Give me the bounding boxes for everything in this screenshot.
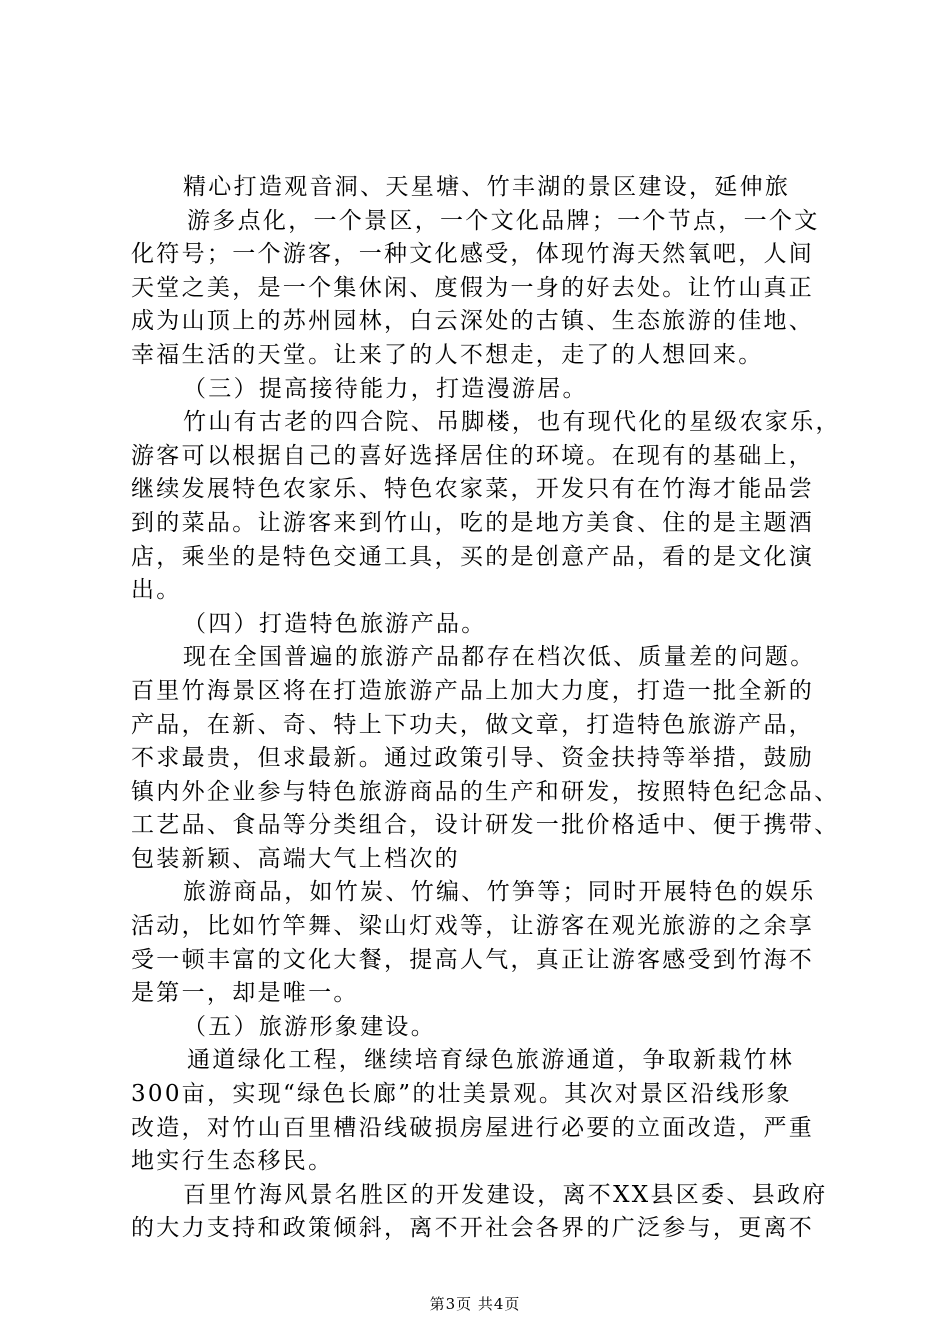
text-line: 改造，对竹山百里槽沿线破损房屋进行必要的立面改造，严重	[131, 1114, 815, 1141]
section-heading: （五）旅游形象建设。	[183, 1013, 436, 1040]
text-line: 游多点化，一个景区，一个文化品牌；一个节点，一个文	[187, 207, 820, 234]
text-line: 旅游商品，如竹炭、竹编、竹笋等；同时开展特色的娱乐	[183, 879, 816, 906]
text-line: 的大力支持和政策倾斜，离不开社会各界的广泛参与，更离不	[131, 1215, 815, 1242]
text-line: 百里竹海风景名胜区的开发建设，离不XX县区委、县政府	[183, 1181, 828, 1208]
text-line: 活动，比如竹竿舞、梁山灯戏等，让游客在观光旅游的之余享	[131, 913, 815, 940]
text-line: 不求最贵，但求最新。通过政策引导、资金扶持等举措，鼓励	[131, 745, 815, 772]
text-line: 产品，在新、奇、特上下功夫，做文章，打造特色旅游产品，	[131, 711, 815, 738]
text-line: 300亩，实现“绿色长廊”的壮美景观。其次对景区沿线形象	[131, 1081, 792, 1108]
page-number-footer: 第3页 共4页	[429, 1295, 521, 1313]
text-line: 包装新颖、高端大气上档次的	[131, 845, 460, 872]
text-line: 化符号；一个游客，一种文化感受，体现竹海天然氧吧，人间	[131, 241, 815, 268]
text-line: 店，乘坐的是特色交通工具，买的是创意产品，看的是文化演	[131, 543, 815, 570]
text-line: 天堂之美，是一个集休闲、度假为一身的好去处。让竹山真正	[131, 274, 815, 301]
text-line: 地实行生态移民。	[131, 1148, 334, 1175]
text-line: 是第一，却是唯一。	[131, 980, 359, 1007]
section-heading: （三）提高接待能力，打造漫游居。	[183, 375, 588, 402]
text-line: 成为山顶上的苏州园林，白云深处的古镇、生态旅游的佳地、	[131, 308, 815, 335]
text-line: 竹山有古老的四合院、吊脚楼，也有现代化的星级农家乐，	[183, 409, 841, 436]
document-body	[131, 171, 841, 1246]
text-line: 继续发展特色农家乐、特色农家菜，开发只有在竹海才能品尝	[131, 476, 815, 503]
section-heading: （四）打造特色旅游产品。	[183, 610, 487, 637]
text-line: 现在全国普遍的旅游产品都存在档次低、质量差的问题。	[183, 644, 816, 671]
text-line: 到的菜品。让游客来到竹山，吃的是地方美食、住的是主题酒	[131, 509, 815, 536]
text-line: 精心打造观音洞、天星塘、竹丰湖的景区建设，延伸旅	[183, 174, 791, 200]
text-line: 游客可以根据自己的喜好选择居住的环境。在现有的基础上，	[131, 442, 815, 469]
text-line: 通道绿化工程，继续培育绿色旅游通道，争取新栽竹林	[187, 1047, 795, 1074]
text-line: 出。	[131, 577, 182, 604]
text-line: 受一顿丰富的文化大餐，提高人气，真正让游客感受到竹海不	[131, 946, 815, 973]
text-line: 幸福生活的天堂。让来了的人不想走，走了的人想回来。	[131, 341, 764, 368]
text-line: 百里竹海景区将在打造旅游产品上加大力度，打造一批全新的	[131, 677, 815, 704]
text-line: 镇内外企业参与特色旅游商品的生产和研发，按照特色纪念品、	[131, 778, 840, 805]
text-line: 工艺品、食品等分类组合，设计研发一批价格适中、便于携带、	[131, 812, 840, 839]
